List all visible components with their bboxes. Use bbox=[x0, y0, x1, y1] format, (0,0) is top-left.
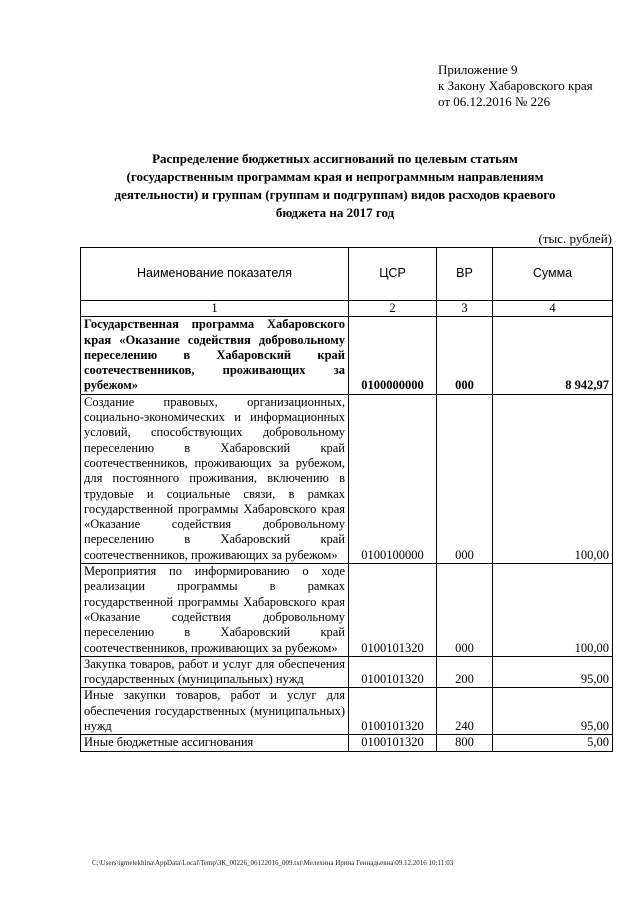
page-title: Распределение бюджетных ассигнований по целевым статьям (государственным программам края и непрограммным направлениям деятельности) и группам (группам и подгруппам) видов расходов краевого бюджета на 2017 год bbox=[114, 151, 556, 220]
appendix-number: Приложение 9 bbox=[438, 62, 518, 77]
row-name: Создание правовых, организационных, социально-экономических и информационных условий, способствующих добровольному переселению в Хабаровский край соотечественников, проживающих за рубежом, для постоянного проживания, включению в трудовые и социальные связи, в рамках государственной программы Хабаровского края «Оказание содействия добровольному переселению в Хабаровский край соотечественников, проживающих за рубежом» bbox=[81, 394, 349, 563]
table-row bbox=[81, 394, 613, 563]
header-vr: ВР bbox=[437, 248, 493, 301]
row-sum: 100,00 bbox=[493, 394, 613, 563]
row-name: Государственная программа Хабаровского края «Оказание содействия добровольному переселению в Хабаровский край соотечественников, проживающих за рубежом» bbox=[81, 317, 349, 394]
row-sum: 95,00 bbox=[493, 656, 613, 688]
row-sum: 95,00 bbox=[493, 688, 613, 735]
row-sum: 5,00 bbox=[493, 735, 613, 751]
row-name: Закупка товаров, работ и услуг для обеспечения государственных (муниципальных) нужд bbox=[81, 656, 349, 688]
row-vr: 200 bbox=[437, 656, 493, 688]
row-sum: 8 942,97 bbox=[493, 317, 613, 394]
table-header-row bbox=[81, 248, 613, 301]
table-row bbox=[81, 317, 613, 394]
row-code: 0100101320 bbox=[349, 656, 437, 688]
row-vr: 800 bbox=[437, 735, 493, 751]
row-name: Иные бюджетные ассигнования bbox=[81, 735, 349, 751]
header-name: Наименование показателя bbox=[81, 248, 349, 301]
column-number: 1 bbox=[81, 301, 349, 317]
column-number: 4 bbox=[493, 301, 613, 317]
appendix-date: от 06.12.2016 № 226 bbox=[438, 94, 551, 109]
row-code: 0100000000 bbox=[349, 317, 437, 394]
appendix-header bbox=[438, 62, 593, 110]
row-vr: 240 bbox=[437, 688, 493, 735]
header-sum: Сумма bbox=[493, 248, 613, 301]
table-row bbox=[81, 564, 613, 657]
column-number: 2 bbox=[349, 301, 437, 317]
table-row bbox=[81, 656, 613, 688]
budget-table bbox=[80, 247, 613, 752]
column-number: 3 bbox=[437, 301, 493, 317]
units-label: (тыс. рублей) bbox=[538, 231, 612, 246]
file-path-footer: C:\Users\igmelekhina\AppData\Local\Temp\ЗК_00226_06122016_009.txt\Мелехина Ирина Геннадьевна\09.12.2016 10:11:03 bbox=[92, 859, 454, 867]
table-row bbox=[81, 688, 613, 735]
column-numbers-row bbox=[81, 301, 613, 317]
row-code: 0100101320 bbox=[349, 688, 437, 735]
row-sum: 100,00 bbox=[493, 564, 613, 657]
row-name: Мероприятия по информированию о ходе реализации программы в рамках государственной программы Хабаровского края «Оказание содействия добровольному переселению в Хабаровский край соотечественников, проживающих за рубежом» bbox=[81, 564, 349, 657]
row-code: 0100101320 bbox=[349, 735, 437, 751]
appendix-law: к Закону Хабаровского края bbox=[438, 78, 593, 93]
row-vr: 000 bbox=[437, 394, 493, 563]
row-vr: 000 bbox=[437, 564, 493, 657]
header-csr: ЦСР bbox=[349, 248, 437, 301]
row-code: 0100101320 bbox=[349, 564, 437, 657]
row-name: Иные закупки товаров, работ и услуг для обеспечения государственных (муниципальных) нужд bbox=[81, 688, 349, 735]
row-vr: 000 bbox=[437, 317, 493, 394]
table-row bbox=[81, 735, 613, 751]
row-code: 0100100000 bbox=[349, 394, 437, 563]
